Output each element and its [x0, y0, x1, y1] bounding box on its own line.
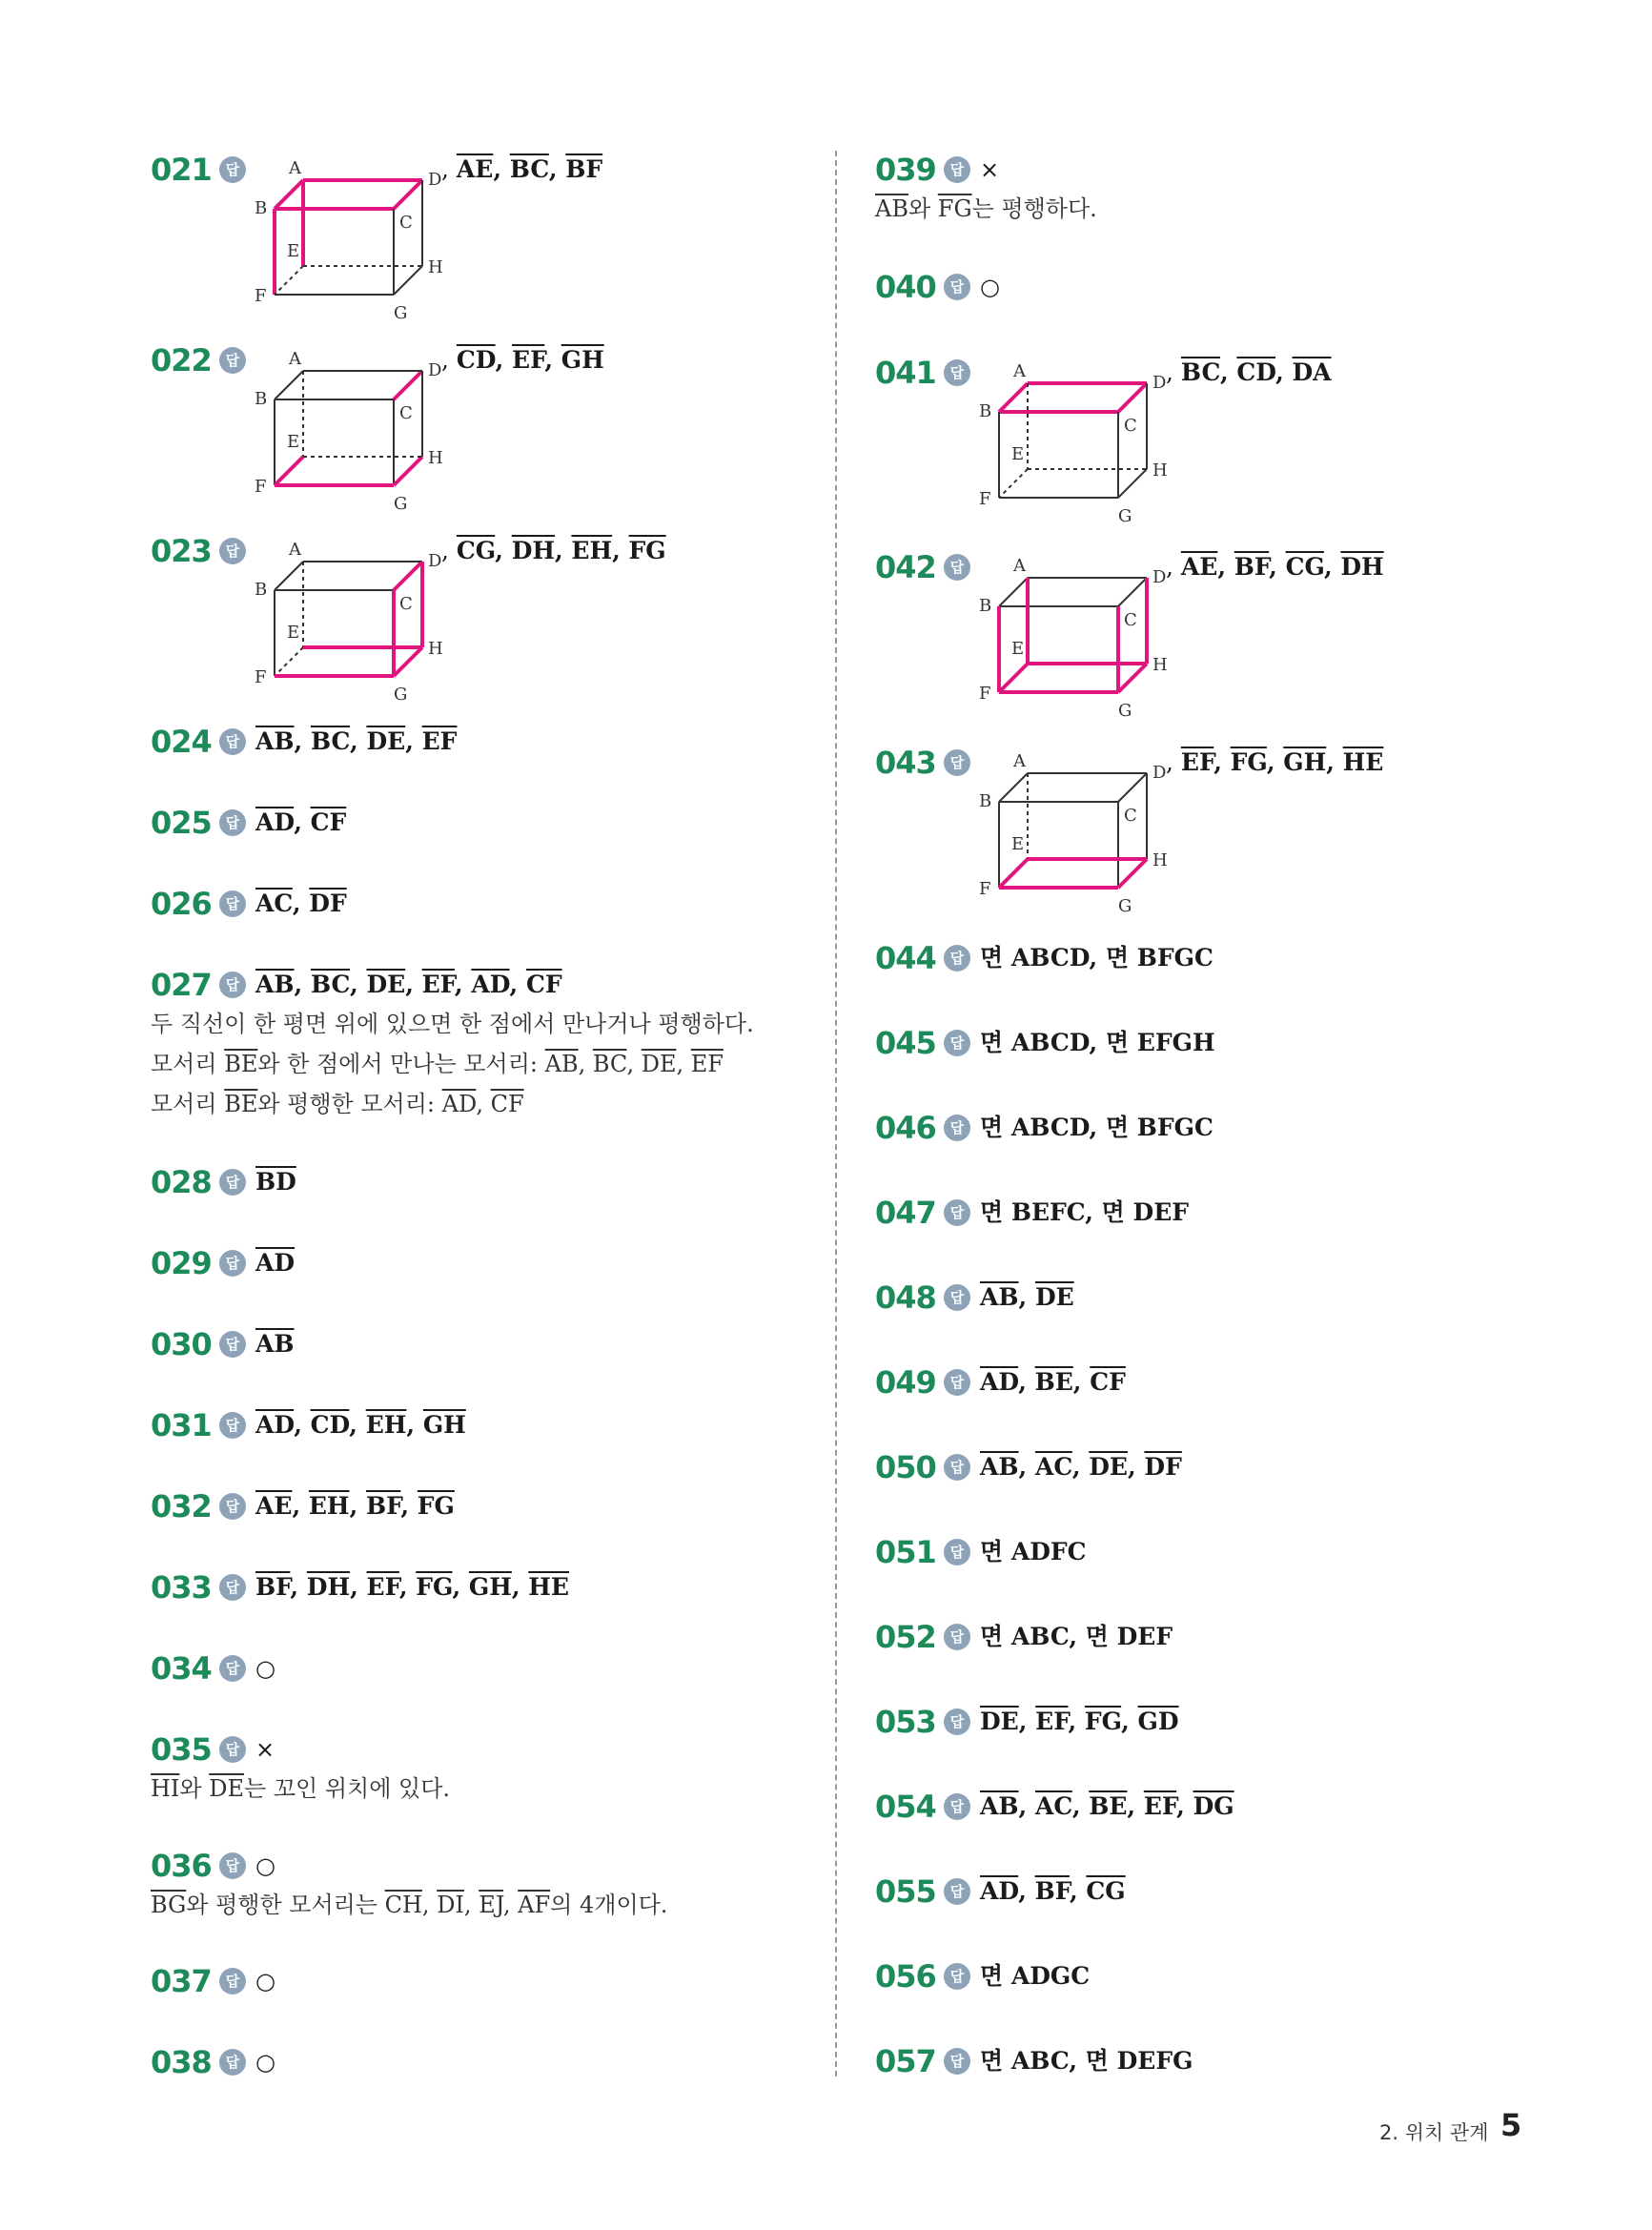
- segment-label: $\overline{EH}$: [365, 1411, 407, 1439]
- answer-badge: 답: [944, 1454, 970, 1481]
- answer-text: $\overline{AD}$, $\overline{CF}$: [255, 808, 347, 836]
- cube-vertex-G: G: [394, 303, 408, 323]
- segment-label: $\overline{CF}$: [525, 971, 562, 998]
- answer-badge: 답: [944, 1539, 970, 1565]
- answer-badge: 답: [944, 749, 970, 776]
- answer-text: ○: [980, 274, 1000, 300]
- cube-vertex-D: D: [428, 551, 442, 571]
- answer-badge: 답: [944, 274, 970, 300]
- cube-vertex-F: F: [979, 684, 991, 704]
- cube-edge-EF: [275, 647, 303, 676]
- cube-vertex-E: E: [1011, 444, 1025, 464]
- answer-text: $\overline{BF}$, $\overline{DH}$, $\overline{EF}$, $\overline{FG}$, $\overline{GH}$, $\overline{HE}$: [255, 1573, 569, 1601]
- cube-vertex-F: F: [979, 879, 991, 899]
- cube-vertex-H: H: [428, 257, 443, 277]
- problem-number: 038: [151, 2044, 212, 2080]
- segment-label: $\overline{BC}$: [1180, 358, 1220, 386]
- problem-number: 040: [875, 269, 936, 305]
- cube-vertex-C: C: [399, 213, 413, 233]
- segment-label: $\overline{AD}$: [255, 808, 295, 836]
- cube-edge-EF: [999, 859, 1028, 888]
- problem-number: 042: [875, 549, 936, 585]
- segment-label: $\overline{AD}$: [471, 971, 510, 998]
- segment-label: $\overline{AB}$: [255, 1330, 295, 1358]
- segment-label: $\overline{AE}$: [255, 1492, 293, 1520]
- cube-vertex-F: F: [979, 489, 991, 509]
- answer-text: [255, 1325, 295, 1363]
- segment-label: $\overline{DF}$: [1144, 1453, 1182, 1481]
- answer-text: $\overline{AB}$, $\overline{AC}$, $\overline{DE}$, $\overline{DF}$: [980, 1453, 1182, 1481]
- cube-vertex-F: F: [255, 286, 267, 306]
- cube-vertex-E: E: [287, 623, 300, 643]
- cube-vertex-B: B: [255, 580, 268, 600]
- answer-text: 면 ABC, 면 DEF: [980, 1623, 1173, 1650]
- cube-edge-GH: [394, 457, 422, 485]
- segment-label: $\overline{BE}$: [1089, 1792, 1128, 1820]
- answer-badge: 답: [219, 1574, 246, 1601]
- answer-badge: 답: [944, 1115, 970, 1141]
- cube-edge-AB: [275, 180, 303, 209]
- answer-text: $\overline{AB}$, $\overline{AC}$, $\overline{BE}$, $\overline{EF}$, $\overline{DG}$: [980, 1792, 1234, 1820]
- answer-badge: 답: [219, 809, 246, 836]
- segment-label: $\overline{AD}$: [980, 1877, 1019, 1905]
- segment-label: $\overline{EF}$: [512, 346, 545, 374]
- segment-label: $\overline{FG}$: [417, 1492, 455, 1520]
- answer-text: $\overline{AE}$, $\overline{EH}$, $\overline{BF}$, $\overline{FG}$: [255, 1492, 455, 1520]
- cube-edge-GH: [1118, 859, 1147, 888]
- cube-vertex-C: C: [1124, 806, 1137, 826]
- segment-label: $\overline{EH}$: [571, 537, 613, 564]
- problem-number: 031: [151, 1407, 212, 1443]
- segment-label: $\overline{BF}$: [365, 1492, 401, 1520]
- segment-label: $\overline{AB}$: [980, 1283, 1019, 1311]
- answer-badge: 답: [219, 1736, 246, 1763]
- segment-label: $\overline{DE}$: [1089, 1453, 1128, 1481]
- cube-diagram: [975, 554, 1175, 726]
- cube-vertex-E: E: [287, 432, 300, 452]
- answer-text: ○: [255, 2049, 275, 2076]
- explanation-line: 두 직선이 한 평면 위에 있으면 한 점에서 만나거나 평행하다.: [151, 1011, 754, 1037]
- cube-vertex-A: A: [1013, 361, 1026, 381]
- cube-vertex-C: C: [1124, 416, 1137, 436]
- segment-label: $\overline{FG}$: [1084, 1708, 1122, 1735]
- problem-number: 057: [875, 2043, 936, 2079]
- cube-vertex-E: E: [1011, 639, 1025, 659]
- segment-label: $\overline{AC}$: [1034, 1453, 1072, 1481]
- segment-label: $\overline{GH}$: [468, 1573, 512, 1601]
- cube-edge-EF: [275, 457, 303, 485]
- answer-text: , $\overline{BC}$, $\overline{CD}$, $\overline{DA}$: [1166, 358, 1332, 386]
- problem-number: 027: [151, 967, 212, 1003]
- cube-edge-AB: [275, 562, 303, 590]
- cube-diagram: [251, 156, 451, 328]
- problem-number: 051: [875, 1534, 936, 1570]
- cube-vertex-B: B: [979, 401, 992, 421]
- cube-diagram: [975, 749, 1175, 921]
- answer-badge: 답: [219, 1250, 246, 1277]
- cube-vertex-B: B: [979, 791, 992, 811]
- cube-vertex-A: A: [289, 349, 301, 369]
- cube-vertex-G: G: [394, 685, 408, 705]
- answer-text: , $\overline{EF}$, $\overline{FG}$, $\overline{GH}$, $\overline{HE}$: [1166, 748, 1384, 776]
- segment-label: $\overline{BC}$: [310, 727, 351, 755]
- segment-label: $\overline{EF}$: [1180, 748, 1214, 776]
- problem-number: 037: [151, 1963, 212, 1999]
- segment-label: $\overline{DG}$: [1193, 1792, 1234, 1820]
- segment-label: $\overline{BE}$: [1034, 1368, 1073, 1396]
- answer-text: [255, 1163, 296, 1201]
- problem-number: 032: [151, 1488, 212, 1524]
- cube-vertex-B: B: [255, 198, 268, 218]
- segment-label: $\overline{BF}$: [1034, 1877, 1070, 1905]
- cube-vertex-C: C: [1124, 610, 1137, 630]
- answer-badge: 답: [944, 1624, 970, 1650]
- cube-diagram: [975, 359, 1175, 531]
- segment-label: $\overline{AB}$: [255, 727, 295, 755]
- cube-vertex-D: D: [1152, 763, 1167, 783]
- cube-vertex-E: E: [287, 241, 300, 261]
- answer-text: ○: [255, 1968, 275, 1995]
- problem-number: 041: [875, 355, 936, 391]
- cube-edge-EF: [999, 664, 1028, 692]
- answer-badge: 답: [944, 1030, 970, 1056]
- problem-number: 035: [151, 1731, 212, 1768]
- answer-badge: 답: [219, 538, 246, 564]
- problem-number: 044: [875, 940, 936, 976]
- answer-text: $\overline{AB}$, $\overline{BC}$, $\overline{DE}$, $\overline{EF}$: [255, 727, 458, 755]
- answer-text: , $\overline{AE}$, $\overline{BF}$, $\overline{CG}$, $\overline{DH}$: [1166, 553, 1384, 581]
- problem-number: 033: [151, 1569, 212, 1606]
- answer-badge: 답: [219, 972, 246, 998]
- segment-label: $\overline{CD}$: [310, 1411, 350, 1439]
- cube-edge-CD: [1118, 383, 1147, 412]
- cube-edge-EF: [999, 469, 1028, 498]
- cube-edge-CD: [394, 180, 422, 209]
- problem-number: 046: [875, 1110, 936, 1146]
- segment-label: $\overline{AD}$: [255, 1411, 295, 1439]
- segment-label: $\overline{DE}$: [1034, 1283, 1074, 1311]
- cube-vertex-G: G: [394, 494, 408, 514]
- answer-badge: 답: [944, 359, 970, 386]
- cube-vertex-D: D: [428, 360, 442, 380]
- answer-text: ×: [980, 156, 1000, 183]
- cube-vertex-A: A: [1013, 751, 1026, 771]
- problem-number: 049: [875, 1364, 936, 1401]
- segment-label: $\overline{AB}$: [255, 971, 295, 998]
- segment-label: $\overline{AC}$: [255, 890, 293, 917]
- segment-label: $\overline{GH}$: [561, 346, 604, 374]
- answer-badge: 답: [944, 1963, 970, 1990]
- segment-label: $\overline{CF}$: [1090, 1368, 1126, 1396]
- problem-number: 039: [875, 152, 936, 188]
- problem-number: 028: [151, 1164, 212, 1200]
- answer-text: ○: [255, 1655, 275, 1682]
- cube-vertex-G: G: [1118, 506, 1132, 526]
- problem-number: 036: [151, 1848, 212, 1884]
- cube-vertex-G: G: [1118, 896, 1132, 916]
- segment-label: $\overline{AB}$: [980, 1792, 1019, 1820]
- segment-label: $\overline{DF}$: [309, 890, 347, 917]
- answer-text: [255, 1244, 295, 1282]
- segment-label: $\overline{BD}$: [255, 1168, 296, 1196]
- segment-label: $\overline{HE}$: [528, 1573, 569, 1601]
- cube-edge-EF: [275, 266, 303, 295]
- cube-vertex-A: A: [1013, 556, 1026, 576]
- cube-diagram: [251, 538, 451, 709]
- answer-badge: 답: [219, 728, 246, 755]
- problem-number: 043: [875, 745, 936, 781]
- cube-edge-GH: [394, 647, 422, 676]
- segment-label: $\overline{EF}$: [1143, 1792, 1177, 1820]
- answer-text: $\overline{DE}$, $\overline{EF}$, $\overline{FG}$, $\overline{GD}$: [980, 1708, 1179, 1735]
- segment-label: $\overline{CF}$: [310, 808, 347, 836]
- segment-label: $\overline{BC}$: [310, 971, 351, 998]
- segment-label: $\overline{FG}$: [628, 537, 666, 564]
- answer-badge: 답: [944, 1369, 970, 1396]
- problem-number: 030: [151, 1326, 212, 1362]
- answer-badge: 답: [944, 156, 970, 183]
- answer-text: , $\overline{CG}$, $\overline{DH}$, $\overline{EH}$, $\overline{FG}$: [441, 537, 666, 564]
- explanation-line: $\overline{BG}$와 평행한 모서리는 $\overline{CH}$, $\overline{DI}$, $\overline{EJ}$, $\overline{AF}$의 4개이다.: [151, 1892, 668, 1918]
- answer-text: ○: [255, 1852, 275, 1879]
- segment-label: $\overline{GH}$: [1283, 748, 1327, 776]
- cube-edge-CD: [394, 371, 422, 399]
- page-number: 5: [1500, 2107, 1522, 2143]
- answer-text: 면 ABCD, 면 BFGC: [980, 1114, 1214, 1141]
- problem-number: 034: [151, 1650, 212, 1687]
- segment-label: $\overline{AE}$: [456, 155, 494, 183]
- answer-text: $\overline{AB}$, $\overline{BC}$, $\overline{DE}$, $\overline{EF}$, $\overline{AD}$, $\overline{CF}$: [255, 971, 562, 998]
- cube-vertex-F: F: [255, 667, 267, 687]
- segment-label: $\overline{EF}$: [421, 971, 455, 998]
- problem-number: 024: [151, 724, 212, 760]
- segment-label: $\overline{DH}$: [306, 1573, 351, 1601]
- segment-label: $\overline{CD}$: [456, 346, 496, 374]
- answer-badge: 답: [944, 1878, 970, 1905]
- cube-vertex-H: H: [428, 448, 443, 468]
- segment-label: $\overline{DE}$: [366, 971, 406, 998]
- cube-edge-GH: [394, 266, 422, 295]
- problem-number: 021: [151, 152, 212, 188]
- segment-label: $\overline{CD}$: [1236, 358, 1276, 386]
- segment-label: $\overline{DE}$: [366, 727, 406, 755]
- answer-badge: 답: [219, 1412, 246, 1439]
- answer-badge: 답: [219, 1655, 246, 1682]
- segment-label: $\overline{AD}$: [980, 1368, 1019, 1396]
- problem-number: 053: [875, 1704, 936, 1740]
- cube-edge-GH: [1118, 469, 1147, 498]
- segment-label: $\overline{DE}$: [980, 1708, 1019, 1735]
- answer-text: 면 ADGC: [980, 1962, 1091, 1990]
- cube-edge-AB: [999, 383, 1028, 412]
- cube-vertex-H: H: [428, 639, 443, 659]
- segment-label: $\overline{HE}$: [1342, 748, 1384, 776]
- cube-vertex-B: B: [255, 389, 268, 409]
- segment-label: $\overline{CG}$: [1086, 1877, 1126, 1905]
- answer-badge: 답: [219, 2049, 246, 2076]
- explanation-line: $\overline{AB}$와 $\overline{FG}$는 평행하다.: [875, 195, 1097, 222]
- answer-badge: 답: [219, 1331, 246, 1358]
- cube-edge-GH: [1118, 664, 1147, 692]
- cube-edge-CD: [1118, 578, 1147, 606]
- segment-label: $\overline{AE}$: [1180, 553, 1218, 581]
- problem-number: 045: [875, 1025, 936, 1061]
- segment-label: $\overline{AC}$: [1034, 1792, 1072, 1820]
- answer-badge: 답: [219, 1968, 246, 1995]
- answer-badge: 답: [219, 1852, 246, 1879]
- problem-number: 029: [151, 1245, 212, 1281]
- problem-number: 052: [875, 1619, 936, 1655]
- cube-vertex-H: H: [1152, 655, 1168, 675]
- answer-text: , $\overline{CD}$, $\overline{EF}$, $\overline{GH}$: [441, 346, 604, 374]
- answer-text: $\overline{AC}$, $\overline{DF}$: [255, 890, 347, 917]
- answer-badge: 답: [944, 1793, 970, 1820]
- answer-text: 면 BEFC, 면 DEF: [980, 1198, 1190, 1226]
- cube-edge-AB: [999, 578, 1028, 606]
- answer-badge: 답: [944, 1284, 970, 1311]
- cube-vertex-F: F: [255, 477, 267, 497]
- cube-vertex-A: A: [289, 158, 301, 178]
- answer-badge: 답: [944, 2048, 970, 2075]
- explanation-line: 모서리 $\overline{BE}$와 평행한 모서리: $\overline{AD}$, $\overline{CF}$: [151, 1091, 524, 1117]
- segment-label: $\overline{EH}$: [308, 1492, 350, 1520]
- segment-label: $\overline{DH}$: [1340, 553, 1384, 581]
- answer-text: 면 ABCD, 면 BFGC: [980, 944, 1214, 972]
- answer-badge: 답: [219, 156, 246, 183]
- answer-text: 면 ABCD, 면 EFGH: [980, 1029, 1215, 1056]
- segment-label: $\overline{DH}$: [511, 537, 555, 564]
- explanation-line: $\overline{HI}$와 $\overline{DE}$는 꼬인 위치에 있다.: [151, 1775, 451, 1802]
- problem-number: 026: [151, 886, 212, 922]
- cube-vertex-E: E: [1011, 834, 1025, 854]
- answer-text: $\overline{AD}$, $\overline{CD}$, $\overline{EH}$, $\overline{GH}$: [255, 1411, 466, 1439]
- problem-number: 025: [151, 805, 212, 841]
- segment-label: $\overline{DA}$: [1292, 358, 1332, 386]
- problem-number: 047: [875, 1195, 936, 1231]
- cube-diagram: [251, 347, 451, 519]
- explanation-line: 모서리 $\overline{BE}$와 한 점에서 만나는 모서리: $\overline{AB}$, $\overline{BC}$, $\overline{DE}$, $\overline{EF}$: [151, 1051, 724, 1077]
- chapter-title: 2. 위치 관계: [1379, 2121, 1489, 2144]
- segment-label: $\overline{EF}$: [421, 727, 458, 755]
- answer-text: $\overline{AD}$, $\overline{BF}$, $\overline{CG}$: [980, 1877, 1126, 1905]
- cube-vertex-C: C: [399, 594, 413, 614]
- segment-label: $\overline{GH}$: [422, 1411, 466, 1439]
- cube-edge-CD: [394, 562, 422, 590]
- answer-badge: 답: [219, 347, 246, 374]
- segment-label: $\overline{BF}$: [565, 155, 603, 183]
- cube-vertex-G: G: [1118, 701, 1132, 721]
- answer-badge: 답: [944, 1708, 970, 1735]
- problem-number: 048: [875, 1279, 936, 1316]
- segment-label: $\overline{CG}$: [1285, 553, 1324, 581]
- cube-edge-CD: [1118, 773, 1147, 802]
- problem-number: 056: [875, 1958, 936, 1995]
- cube-vertex-B: B: [979, 596, 992, 616]
- answer-badge: 답: [219, 890, 246, 917]
- problem-number: 050: [875, 1449, 936, 1485]
- answer-badge: 답: [944, 1199, 970, 1226]
- cube-vertex-C: C: [399, 403, 413, 423]
- answer-text: , $\overline{AE}$, $\overline{BC}$, $\overline{BF}$: [441, 155, 603, 183]
- answer-badge: 답: [219, 1169, 246, 1196]
- cube-vertex-H: H: [1152, 850, 1168, 870]
- answer-text: ×: [255, 1736, 275, 1763]
- answer-text: 면 ABC, 면 DEFG: [980, 2047, 1193, 2075]
- problem-number: 023: [151, 533, 212, 569]
- problem-number: 022: [151, 342, 212, 378]
- segment-label: $\overline{EF}$: [1035, 1708, 1069, 1735]
- problem-number: 055: [875, 1873, 936, 1910]
- answer-text: $\overline{AB}$, $\overline{DE}$: [980, 1283, 1074, 1311]
- column-divider: [835, 151, 837, 2077]
- cube-vertex-H: H: [1152, 460, 1168, 481]
- answer-badge: 답: [219, 1493, 246, 1520]
- segment-label: $\overline{BF}$: [1234, 553, 1270, 581]
- segment-label: $\overline{BF}$: [255, 1573, 291, 1601]
- cube-vertex-D: D: [1152, 373, 1167, 393]
- segment-label: $\overline{AB}$: [980, 1453, 1019, 1481]
- cube-edge-AB: [275, 371, 303, 399]
- problem-number: 054: [875, 1789, 936, 1825]
- answer-badge: 답: [944, 945, 970, 972]
- segment-label: $\overline{FG}$: [416, 1573, 453, 1601]
- segment-label: $\overline{GD}$: [1137, 1708, 1179, 1735]
- cube-edge-AB: [999, 773, 1028, 802]
- answer-badge: 답: [944, 554, 970, 581]
- cube-vertex-A: A: [289, 540, 301, 560]
- answer-text: $\overline{AD}$, $\overline{BE}$, $\overline{CF}$: [980, 1368, 1126, 1396]
- cube-vertex-D: D: [1152, 567, 1167, 587]
- segment-label: $\overline{FG}$: [1230, 748, 1267, 776]
- segment-label: $\overline{EF}$: [366, 1573, 399, 1601]
- cube-vertex-D: D: [428, 170, 442, 190]
- segment-label: $\overline{BC}$: [509, 155, 549, 183]
- segment-label: $\overline{AD}$: [255, 1249, 296, 1277]
- segment-label: $\overline{CG}$: [456, 537, 496, 564]
- answer-text: 면 ADFC: [980, 1538, 1087, 1565]
